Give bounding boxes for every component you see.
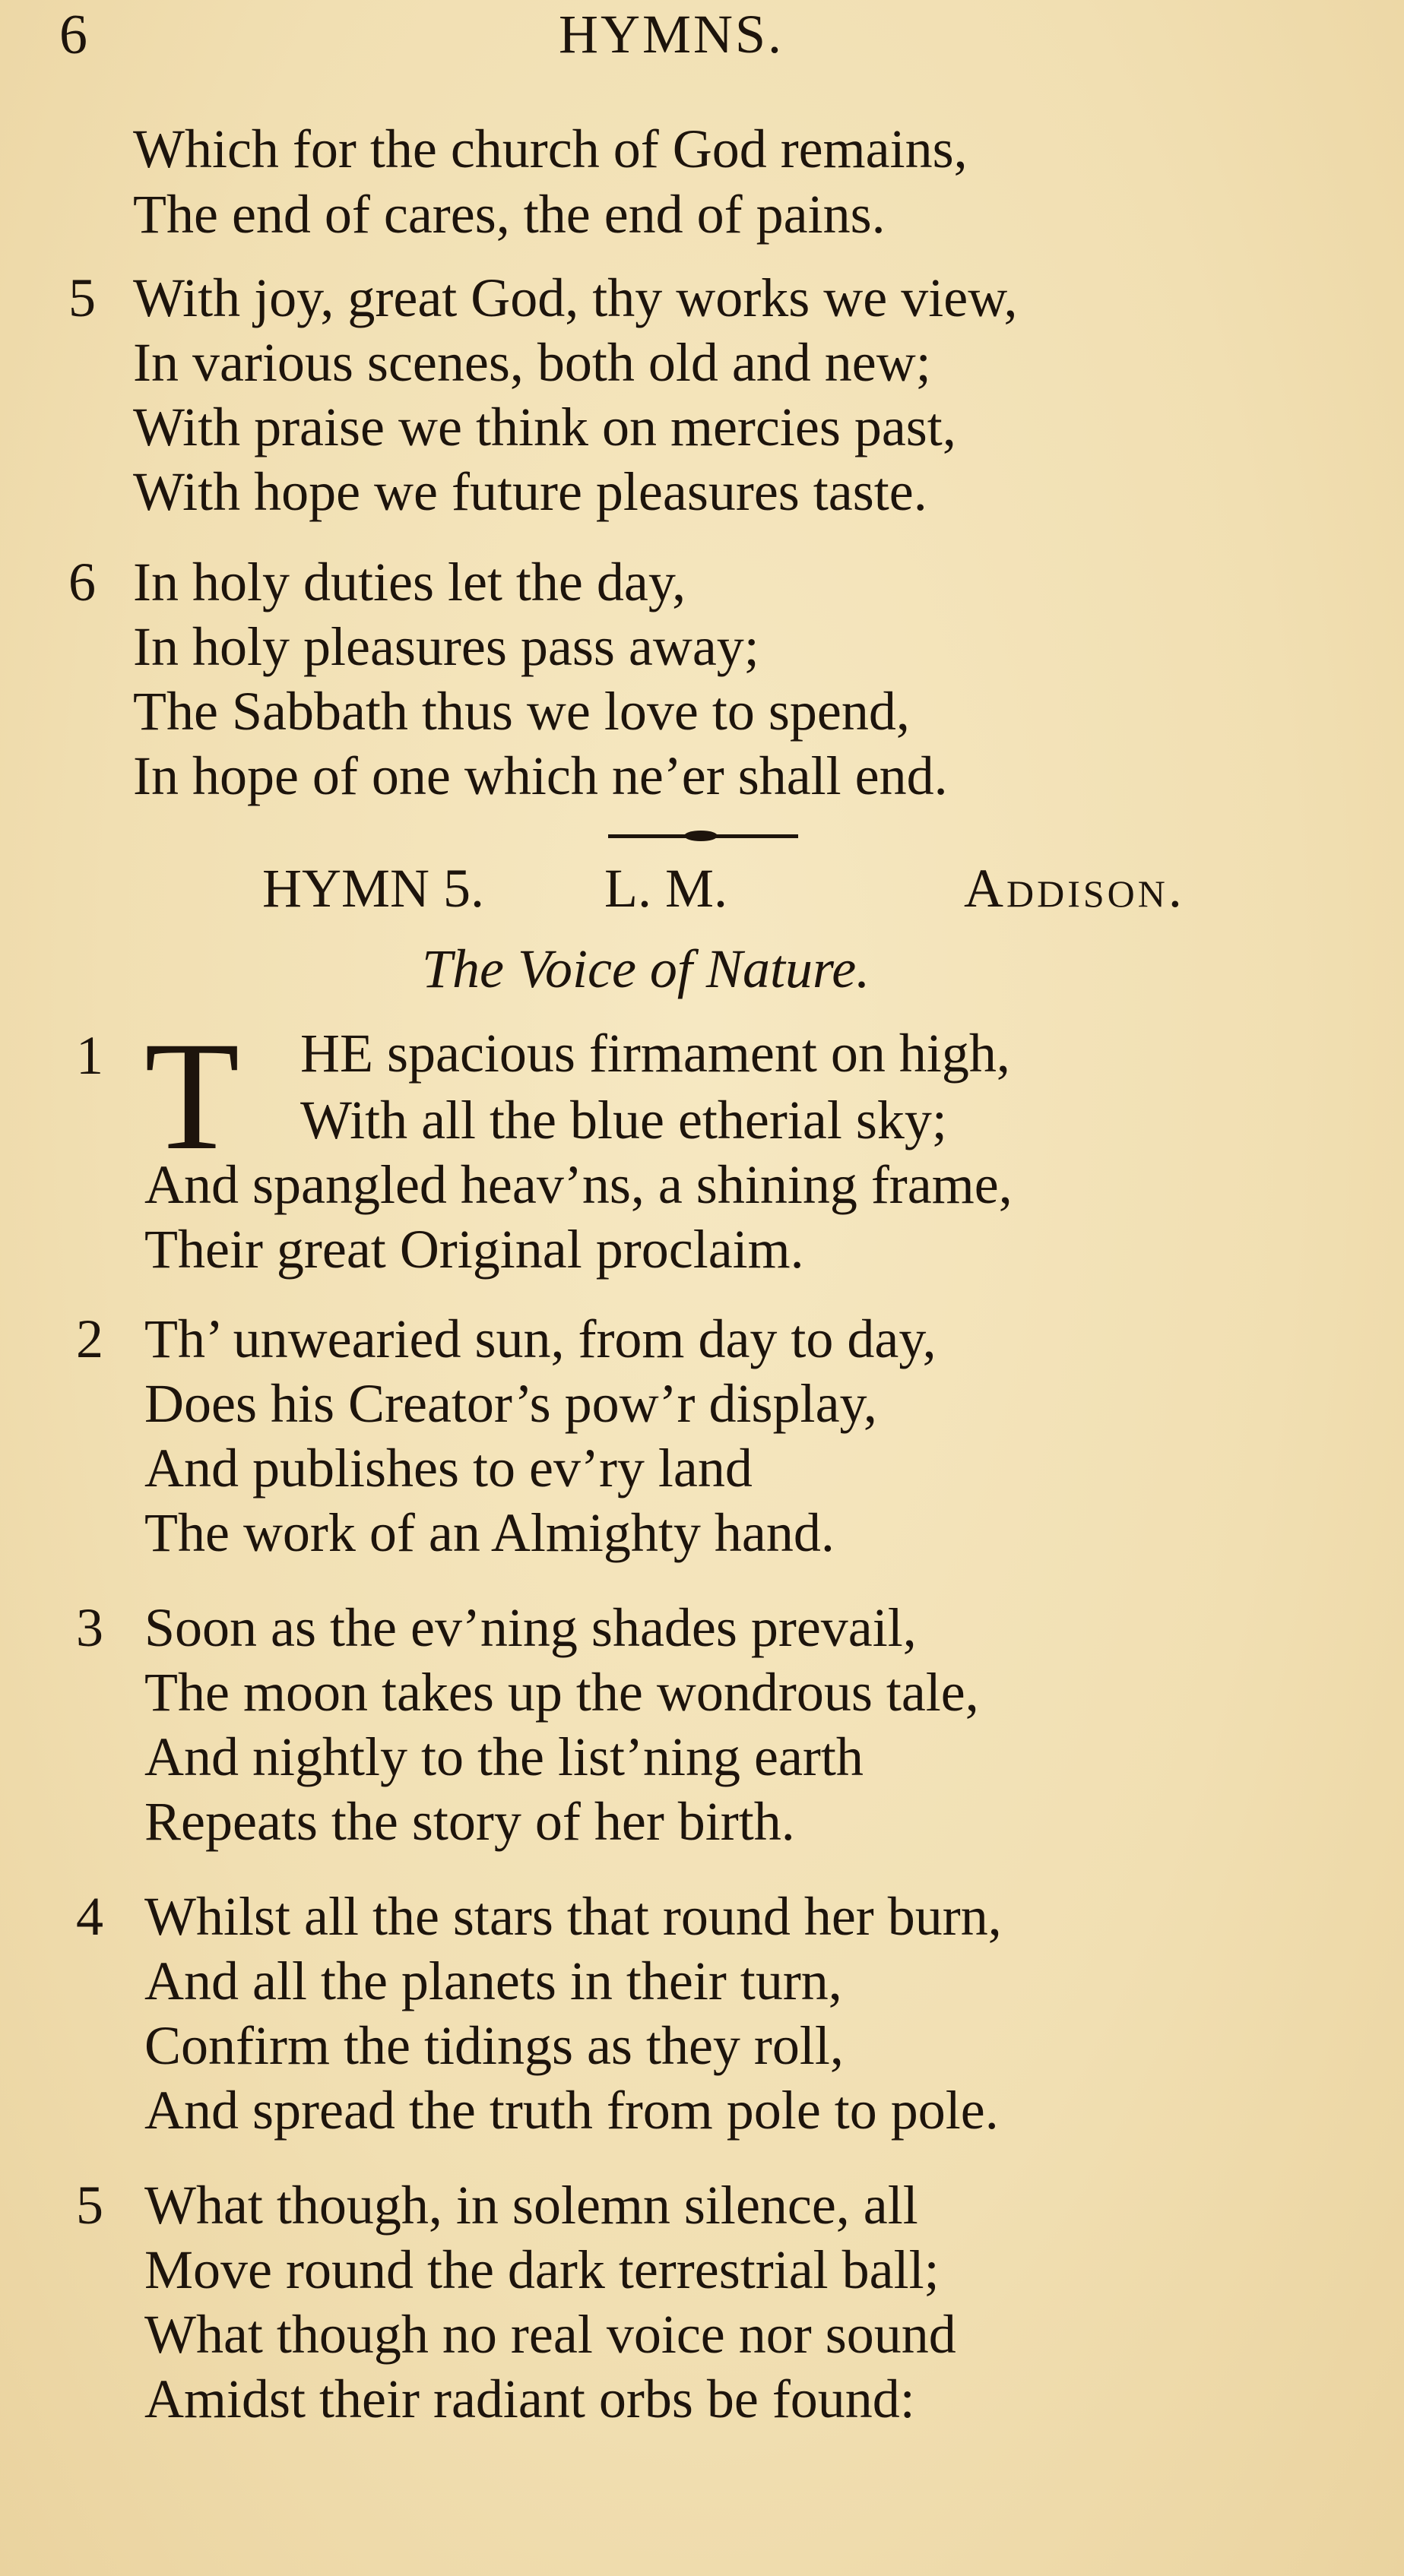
page-header bbox=[0, 3, 1404, 71]
verse-line: Does his Creator’s pow’r display, bbox=[144, 1373, 877, 1434]
stanza-number: 4 bbox=[76, 1886, 103, 1947]
stanza-number: 5 bbox=[68, 267, 96, 328]
page-number: 6 bbox=[59, 4, 87, 66]
section-divider bbox=[608, 834, 798, 838]
verse-line: In various scenes, both old and new; bbox=[133, 332, 931, 393]
verse-line: What though no real voice nor sound bbox=[144, 2304, 956, 2365]
hymn-title: HYMN 5. bbox=[262, 858, 485, 919]
hymn-subtitle: The Voice of Nature. bbox=[422, 938, 870, 999]
verse-line: With all the blue etherial sky; bbox=[300, 1090, 947, 1150]
verse-line: With hope we future pleasures taste. bbox=[133, 461, 927, 522]
verse-line: And spangled heav’ns, a shining frame, bbox=[144, 1154, 1013, 1215]
verse-line: And nightly to the list’ning earth bbox=[144, 1726, 864, 1787]
verse-line: Confirm the tidings as they roll, bbox=[144, 2015, 844, 2076]
verse-line: Move round the dark terrestrial ball; bbox=[144, 2239, 940, 2300]
verse-line: The end of cares, the end of pains. bbox=[133, 184, 886, 245]
drop-cap: T bbox=[144, 1010, 240, 1182]
hymn-author: Addison. bbox=[964, 858, 1185, 919]
stanza-number: 1 bbox=[76, 1025, 103, 1086]
verse-line: Th’ unwearied sun, from day to day, bbox=[144, 1309, 937, 1369]
verse-line: And all the planets in their turn, bbox=[144, 1951, 842, 2011]
verse-line: Which for the church of God remains, bbox=[133, 119, 968, 179]
verse-line: And spread the truth from pole to pole. bbox=[144, 2080, 999, 2141]
verse-line: Their great Original proclaim. bbox=[144, 1219, 804, 1280]
verse-line: Soon as the ev’ning shades prevail, bbox=[144, 1597, 917, 1658]
stanza-number: 3 bbox=[76, 1597, 103, 1658]
verse-line: In holy duties let the day, bbox=[133, 552, 686, 612]
verse-line: With praise we think on mercies past, bbox=[133, 397, 956, 457]
verse-line: The Sabbath thus we love to spend, bbox=[133, 681, 910, 742]
running-title: HYMNS. bbox=[559, 4, 784, 65]
verse-line: And publishes to ev’ry land bbox=[144, 1438, 753, 1498]
verse-line: In holy pleasures pass away; bbox=[133, 616, 759, 677]
verse-line: The work of an Almighty hand. bbox=[144, 1502, 835, 1563]
verse-line: With joy, great God, thy works we view, bbox=[133, 267, 1018, 328]
stanza-number: 6 bbox=[68, 552, 96, 612]
hymn-heading bbox=[0, 857, 1404, 926]
stanza-number: 2 bbox=[76, 1309, 103, 1369]
verse-line: HE spacious firmament on high, bbox=[300, 1023, 1010, 1084]
stanza-number: 5 bbox=[76, 2175, 103, 2236]
verse-line: What though, in solemn silence, all bbox=[144, 2175, 918, 2236]
verse-line: In hope of one which ne’er shall end. bbox=[133, 745, 948, 806]
verse-line: Whilst all the stars that round her burn, bbox=[144, 1886, 1002, 1947]
hymn-meter: L. M. bbox=[604, 858, 727, 919]
verse-line: The moon takes up the wondrous tale, bbox=[144, 1662, 979, 1723]
verse-line: Amidst their radiant orbs be found: bbox=[144, 2369, 915, 2429]
verse-line: Repeats the story of her birth. bbox=[144, 1791, 795, 1852]
